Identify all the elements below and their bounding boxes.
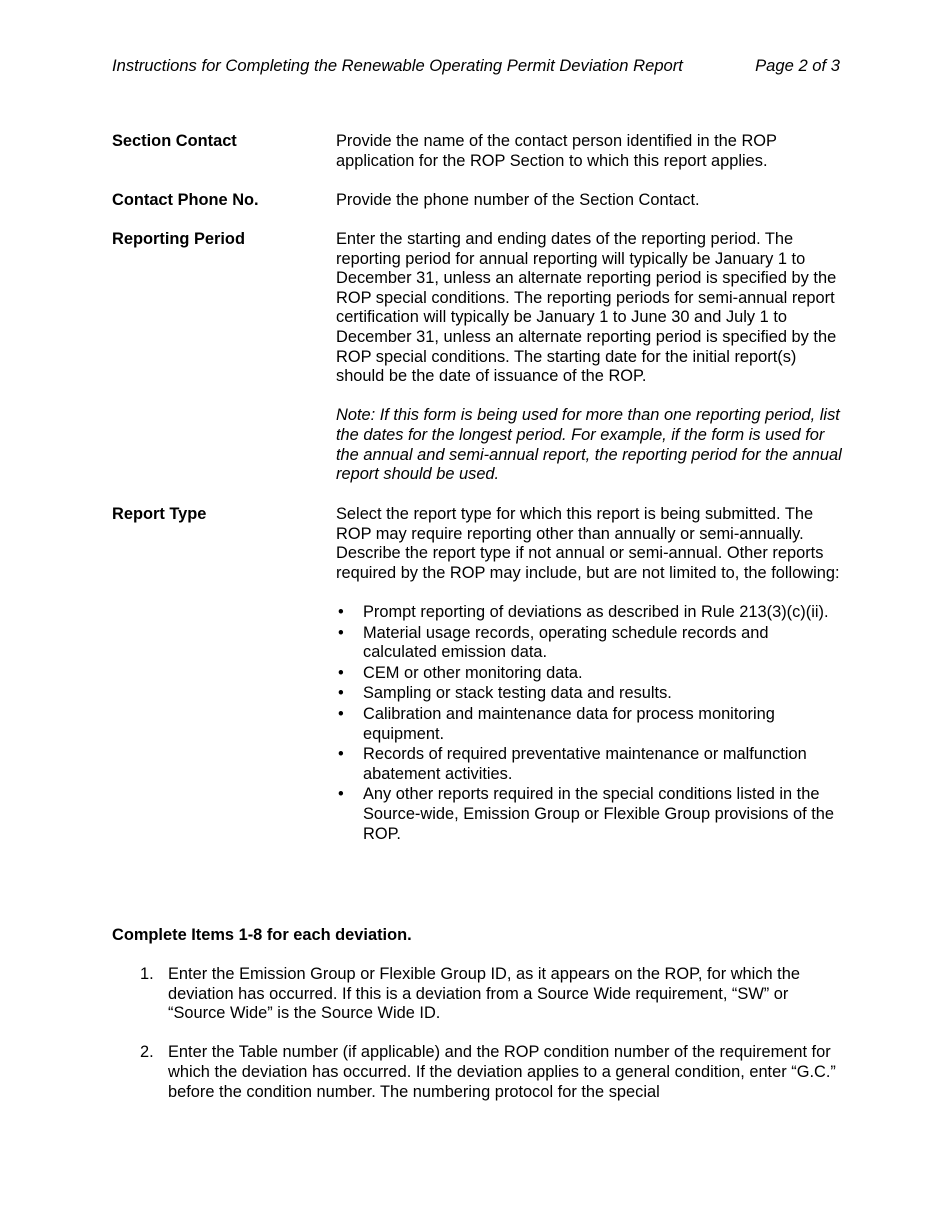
list-item: • Sampling or stack testing data and results.	[338, 684, 672, 703]
bullet-icon: •	[338, 745, 344, 764]
deviation-items-list	[112, 965, 842, 1122]
document-title: Instructions for Completing the Renewable Operating Permit Deviation Report	[112, 56, 683, 75]
item-number: 2.	[140, 1043, 154, 1062]
field-paragraph: Select the report type for which this report is being submitted. The ROP may require reporting other than annually or semi-annually. Describe the report type if not annual or semi-annual. Other reports required by the ROP may include, but are not limited to, the following:	[336, 505, 840, 582]
list-item	[112, 1043, 842, 1102]
items-heading: Complete Items 1-8 for each deviation.	[112, 926, 412, 944]
field-note: Note: If this form is being used for more than one reporting period, list the dates for the longest period. For example, if the form is used for the annual and semi-annual report, the reporting period for the annual report should be used.	[336, 406, 842, 484]
field-paragraph: Provide the name of the contact person identified in the ROP application for the ROP Section to which this report applies.	[336, 132, 777, 170]
list-item: • Material usage records, operating schedule records and calculated emission data.	[338, 623, 769, 662]
bullet-icon: •	[338, 704, 344, 723]
list-item: • Any other reports required in the special conditions listed in the Source-wide, Emission Group or Flexible Group provisions of the ROP.	[338, 785, 834, 843]
field-description	[336, 230, 842, 504]
field-description	[336, 191, 842, 230]
field-paragraph: Provide the phone number of the Section Contact.	[336, 191, 700, 209]
item-text: Enter the Table number (if applicable) and the ROP condition number of the requirement for which the deviation has occurred. If the deviation applies to a general condition, enter “G.C.” before the condition number. The numbering protocol for the special	[168, 1043, 836, 1101]
field-paragraph: Enter the starting and ending dates of the reporting period. The reporting period for annual reporting will typically be January 1 to December 31, unless an alternate reporting period is specified by the ROP special conditions. The reporting periods for semi-annual report certification will typically be January 1 to June 30 and July 1 to December 31, unless an alternate reporting period is specified by the ROP special conditions. The starting date for the initial report(s) should be the date of issuance of the ROP.	[336, 230, 837, 386]
field-description	[336, 505, 842, 845]
field-description	[336, 132, 842, 191]
field-label: Contact Phone No.	[112, 191, 259, 209]
field-label: Reporting Period	[112, 230, 245, 248]
list-item	[112, 965, 842, 1024]
list-item: • Records of required preventative maintenance or malfunction abatement activities.	[338, 745, 807, 783]
list-item: • CEM or other monitoring data.	[338, 663, 583, 682]
field-label: Section Contact	[112, 132, 237, 150]
list-item: • Calibration and maintenance data for process monitoring equipment.	[338, 704, 775, 743]
report-type-list	[336, 603, 842, 844]
page-number: Page 2 of 3	[755, 56, 840, 75]
list-item: • Prompt reporting of deviations as described in Rule 213(3)(c)(ii).	[338, 602, 829, 621]
item-number: 1.	[140, 965, 154, 983]
bullet-icon: •	[338, 623, 344, 642]
bullet-icon: •	[338, 785, 344, 804]
bullet-icon: •	[338, 602, 344, 621]
bullet-icon: •	[338, 663, 344, 682]
field-label: Report Type	[112, 505, 207, 523]
bullet-icon: •	[338, 684, 344, 703]
item-text: Enter the Emission Group or Flexible Group ID, as it appears on the ROP, for which the deviation has occurred. If this is a deviation from a Source Wide requirement, “SW” or “Source Wide” is the Source Wide ID.	[168, 965, 800, 1023]
